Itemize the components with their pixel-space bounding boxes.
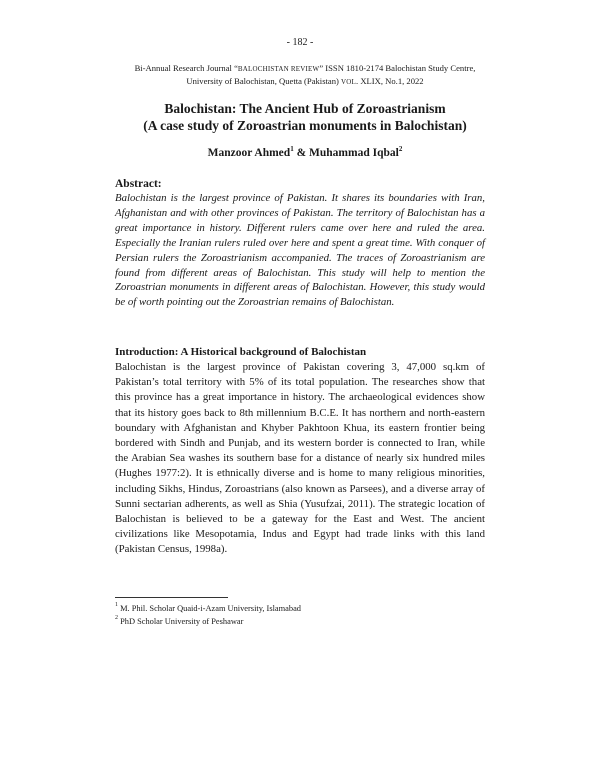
footnote-1-text: M. Phil. Scholar Quaid-i-Azam University, Islamabad [118,603,301,613]
journal-line2-prefix: University of Balochistan, Quetta (Pakistan) [186,76,342,86]
abstract-text: Balochistan is the largest province of Pakistan. It shares its boundaries with Iran, Afghanistan and with other provinces of Pakistan. The territory of Balochistan has a great importance in history. Different rulers came over here and ruled the area. Especially the Iranian rulers ruled over here and spent a great time. With conquer of Persian rulers the Zoroastrianism accompanied. The traces of Zoroastrianism are found from different areas of Balochistan. This study will help to mention the Zoroastrian monuments in different areas of Balochistan. However, this study would be of worth pointing out the Zoroastrian remains of Balochistan. [115,192,485,309]
footnote-2-mark: 2 [115,614,118,621]
footnote-2-text: PhD Scholar University of Peshawar [118,616,244,626]
author-separator: & [293,147,310,159]
author-2-footnote-mark: 2 [398,145,403,153]
journal-line1-suffix: ” ISSN 1810-2174 Balochistan Study Centre, [319,63,476,73]
author-1: Manzoor Ahmed [207,147,291,159]
journal-name: BALOCHISTAN REVIEW [237,65,320,73]
article-title [60,100,550,134]
author-2: Muhammad Iqbal [309,147,399,159]
footnote-2 [115,614,485,627]
page-number: - 182 - [286,37,314,48]
journal-line2-suffix: . XLIX, No.1, 2022 [356,76,424,86]
footnote-divider [115,597,228,598]
author-1-footnote-mark: 1 [290,145,294,153]
footnote-1 [115,601,485,614]
volume-word: VOL [341,78,357,86]
footnotes [115,601,485,627]
introduction-text: Balochistan is the largest province of Pakistan covering 3, 47,000 sq.km of Pakistan’s total territory with 5% of its total population. The researches show that this province has a great importance in history. The archaeological evidences show that its history goes back to 8th millennium B.C.E. It has northern and north-eastern boundary with Afghanistan and Khyber Pakhtoon Khua, its eastern frontier being bordered with Sindh and Punjab, and its western border is connected to Iran, while the Arabian Sea washes its southern base for a distance of nearly six hundred miles (Hughes 1977:2). It is ethnically diverse and is home to many religious minorities, including Sikhs, Hindus, Zoroastrians (also known as Parsees), and a diverse array of Sunni sectarian adherents, as well as Shia (Yusufzai, 2011). The strategic location of Balochistan is believed to be a gateway for the East and West. The ancient civilizations like Mesopotamia, Indus and Egypt had trade links with this land (Pakistan Census, 1998a). [115,361,485,556]
abstract-heading: Abstract: [115,178,162,190]
footnote-1-mark: 1 [115,602,118,608]
author-line [60,147,550,159]
title-line1: Balochistan: The Ancient Hub of Zoroastrianism [164,101,446,116]
journal-line1-prefix: Bi-Annual Research Journal “ [134,63,238,73]
introduction-heading: Introduction: A Historical background of Balochistan [115,346,367,358]
title-line2: (A case study of Zoroastrian monuments in Balochistan) [143,118,467,133]
journal-header [125,62,485,88]
